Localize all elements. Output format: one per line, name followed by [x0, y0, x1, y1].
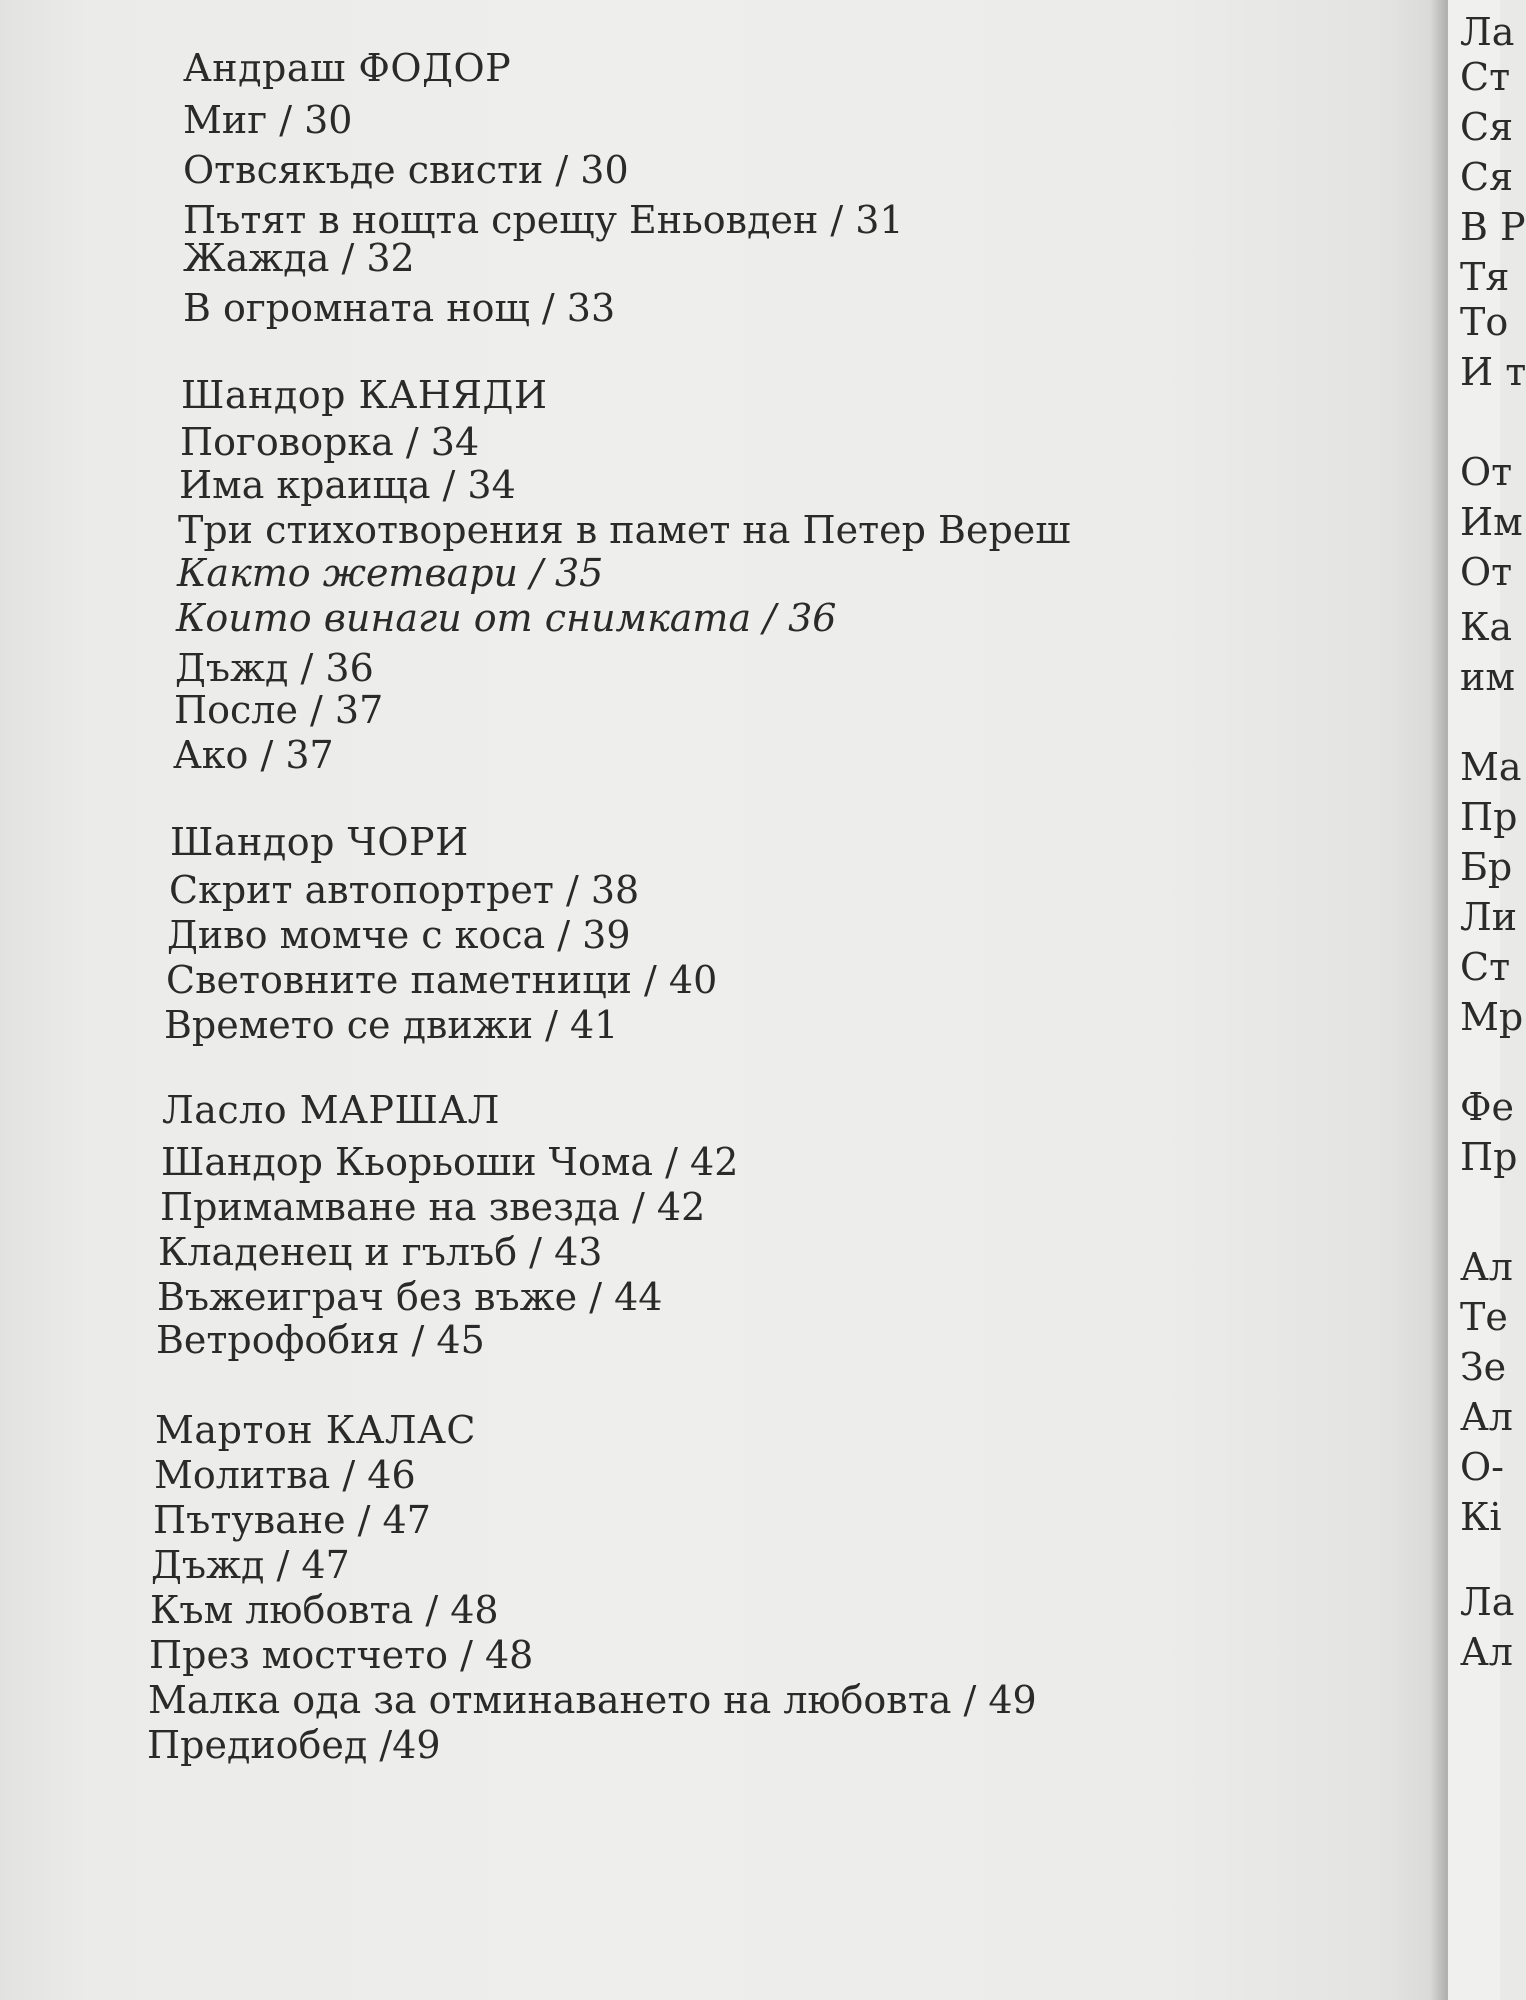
adjacent-page-text-fragment: Ал: [1460, 1395, 1513, 1439]
toc-entry: Миг / 30: [183, 98, 353, 142]
toc-entry: Пътят в нощта срещу Еньовден / 31: [183, 198, 904, 242]
toc-entry: Три стихотворения в памет на Петер Вереш: [178, 508, 1071, 552]
adjacent-page-text-fragment: Фе: [1460, 1085, 1515, 1129]
toc-entry: Скрит автопортрет / 38: [169, 868, 640, 912]
toc-entry: В огромната нощ / 33: [183, 286, 616, 330]
adjacent-page-text-fragment: И т: [1460, 350, 1526, 394]
toc-entry: През мостчето / 48: [149, 1633, 534, 1677]
toc-entry: Времето се движи / 41: [164, 1003, 619, 1047]
adjacent-page-text-fragment: Ла: [1460, 10, 1515, 54]
adjacent-page-text-fragment: Им: [1460, 500, 1523, 544]
adjacent-page-text-fragment: В Р: [1460, 205, 1526, 249]
adjacent-page-text-fragment: Ал: [1460, 1630, 1513, 1674]
adjacent-page-text-fragment: Мр: [1460, 995, 1524, 1039]
author-name: Андраш ФОДОР: [183, 46, 512, 90]
adjacent-page-text-fragment: Кі: [1460, 1495, 1502, 1539]
adjacent-page-text-fragment: Ст: [1460, 55, 1511, 99]
adjacent-page-text-fragment: Пр: [1460, 1135, 1518, 1179]
toc-entry: Кладенец и гълъб / 43: [158, 1230, 603, 1274]
toc-entry: Диво момче с коса / 39: [167, 913, 631, 957]
adjacent-page-text-fragment: Те: [1460, 1295, 1508, 1339]
adjacent-page-text-fragment: От: [1460, 550, 1513, 594]
adjacent-page-text-fragment: О-: [1460, 1445, 1504, 1489]
toc-entry: Ако / 37: [173, 733, 334, 777]
toc-entry: Отвсякъде свисти / 30: [183, 148, 629, 192]
toc-entry: Ветрофобия / 45: [156, 1318, 485, 1362]
toc-entry: После / 37: [174, 688, 384, 732]
adjacent-page-text-fragment: Ал: [1460, 1245, 1513, 1289]
toc-entry: Примамване на звезда / 42: [160, 1185, 706, 1229]
toc-entry: Дъжд / 47: [151, 1543, 350, 1587]
author-name: Шандор КАНЯДИ: [181, 373, 548, 417]
toc-entry: Има краища / 34: [179, 463, 516, 507]
adjacent-page-text-fragment: От: [1460, 450, 1513, 494]
toc-entry: Въжеиграч без въже / 44: [157, 1275, 663, 1319]
adjacent-page-text-fragment: Ка: [1460, 605, 1513, 649]
adjacent-page-text-fragment: Ла: [1460, 1580, 1515, 1624]
toc-entry: Които винаги от снимката / 36: [176, 596, 837, 640]
author-name: Шандор ЧОРИ: [170, 820, 469, 864]
adjacent-page: [1448, 0, 1526, 2000]
toc-entry: Както жетвари / 35: [177, 551, 604, 595]
adjacent-page-text-fragment: Тя: [1460, 255, 1510, 299]
toc-entry: Малка ода за отминаването на любовта / 49: [148, 1678, 1037, 1722]
toc-entry: Поговорка / 34: [180, 420, 480, 464]
adjacent-page-text-fragment: Ли: [1460, 895, 1518, 939]
author-name: Мартон КАЛАС: [155, 1408, 476, 1452]
adjacent-page-text-fragment: Ся: [1460, 155, 1514, 199]
author-name: Ласло МАРШАЛ: [162, 1088, 500, 1132]
toc-entry: Шандор Кьорьоши Чома / 42: [161, 1140, 739, 1184]
toc-entry: Жажда / 32: [183, 236, 415, 280]
toc-entry: Световните паметници / 40: [166, 958, 718, 1002]
adjacent-page-text-fragment: То: [1460, 300, 1509, 344]
adjacent-page-text-fragment: Ся: [1460, 105, 1514, 149]
adjacent-page-text-fragment: Ма: [1460, 745, 1522, 789]
adjacent-page-text-fragment: Ст: [1460, 945, 1511, 989]
toc-entry: Предиобед /49: [147, 1723, 441, 1767]
toc-entry: Дъжд / 36: [175, 646, 374, 690]
toc-entry: Молитва / 46: [154, 1453, 416, 1497]
toc-entry: Към любовта / 48: [150, 1588, 499, 1632]
adjacent-page-text-fragment: Зе: [1460, 1345, 1507, 1389]
adjacent-page-text-fragment: Бр: [1460, 845, 1513, 889]
adjacent-page-text-fragment: Пр: [1460, 795, 1518, 839]
adjacent-page-text-fragment: им: [1460, 655, 1515, 699]
toc-entry: Пътуване / 47: [153, 1498, 431, 1542]
